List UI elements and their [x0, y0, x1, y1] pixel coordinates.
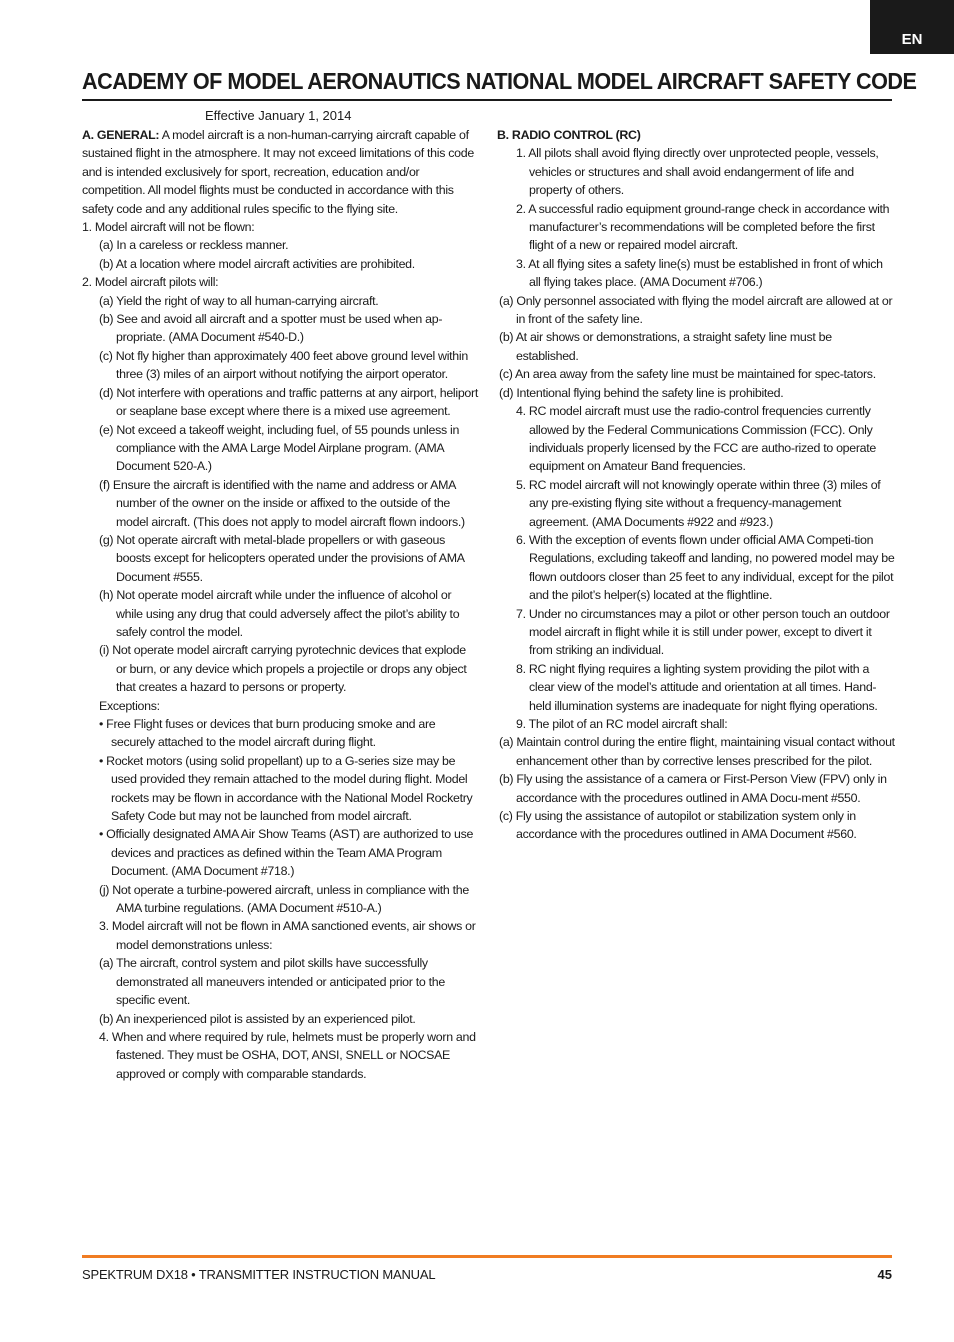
rule-2b: (b) See and avoid all aircraft and a spotter must be used when ap-propriate. (AMA Document #540-D.): [99, 312, 443, 345]
rule-1b: (b) At a location where model aircraft activities are prohibited.: [99, 256, 415, 271]
rule-2: 2. Model aircraft pilots will:: [82, 275, 219, 290]
rule-2a: (a) Yield the right of way to all human-carrying aircraft.: [99, 293, 379, 308]
rc-rule-5: 5. RC model aircraft will not knowingly operate within three (3) miles of any pre-existing flying site without a frequency-management agreement. (AMA Documents #922 and #923.): [516, 477, 881, 529]
rule-2e: (e) Not exceed a takeoff weight, including fuel, of 55 pounds unless in compliance with the AMA Large Model Airplane program. (AMA Document 520-A.): [99, 422, 460, 474]
rule-3: 3. Model aircraft will not be flown in AMA sanctioned events, air shows or model demonstrations unless:: [99, 919, 476, 952]
rc-rule-3d: (d) Intentional flying behind the safety line is prohibited.: [499, 385, 784, 400]
language-tab: [870, 0, 954, 54]
rule-2c: (c) Not fly higher than approximately 400 feet above ground level within three (3) miles of an airport without notifying the airport operator.: [99, 348, 468, 382]
page-number: 45: [877, 1267, 892, 1282]
section-a-heading: A. GENERAL:: [82, 128, 160, 142]
rc-rule-7: 7. Under no circumstances may a pilot or other person touch an outdoor model aircraft in flight while it is still under power, except to divert it from striking an individual.: [516, 606, 890, 658]
footer-manual-title: SPEKTRUM DX18 • TRANSMITTER INSTRUCTION MANUAL: [82, 1267, 436, 1282]
left-column: [82, 126, 478, 1083]
rule-1: 1. Model aircraft will not be flown:: [82, 220, 255, 235]
rc-rule-3a: (a) Only personnel associated with flying the model aircraft are allowed at or in front of the safety line.: [499, 293, 893, 327]
effective-date: Effective January 1, 2014: [205, 108, 352, 123]
section-b-heading: B. RADIO CONTROL (RC): [497, 128, 641, 142]
rc-rule-4: 4. RC model aircraft must use the radio-control frequencies currently allowed by the Federal Communications Commission (FCC). Only individuals properly licensed by the FCC are autho-rized to operate equipment on Amateur Band frequencies.: [516, 404, 876, 474]
rule-3a: (a) The aircraft, control system and pilot skills have successfully demonstrated all maneuvers intended or anticipated prior to the specific event.: [99, 956, 445, 1008]
rc-rule-9c: (c) Fly using the assistance of autopilot or stabilization system only in accordance with the procedures outlined in AMA Document #560.: [499, 809, 857, 842]
rule-1a: (a) In a careless or reckless manner.: [99, 238, 289, 253]
rc-rule-9: 9. The pilot of an RC model aircraft shall:: [516, 717, 728, 731]
rule-3b: (b) An inexperienced pilot is assisted by an experienced pilot.: [99, 1011, 416, 1026]
rule-2d: (d) Not interfere with operations and traffic patterns at any airport, heliport or seaplane base except where there is a mixed use agreement.: [99, 385, 478, 419]
section-a-general: [82, 126, 478, 218]
footer-rule: [82, 1255, 892, 1258]
title-divider: [82, 99, 892, 101]
rc-rule-1: 1. All pilots shall avoid flying directly over unprotected people, vessels, vehicles or structures and shall avoid endangerment of life and property of others.: [516, 146, 879, 198]
section-a-text: A model aircraft is a non-human-carrying aircraft capable of sustained flight in the atmosphere. It may not exceed limitations of this code and is intended exclusively for sport, recreation, education and/or competition. All model flights must be conducted in accordance with this safety code and any additional rules specific to the flying site.: [82, 128, 474, 216]
exceptions-heading: Exceptions:: [99, 698, 160, 713]
rule-2h: (h) Not operate model aircraft while under the influence of alcohol or while using any drug that could adversely affect the pilot’s ability to safely control the model.: [99, 588, 460, 639]
rc-rule-2: 2. A successful radio equipment ground-range check in accordance with manufacturer’s recommendations will be completed before the first flight of a new or repaired model aircraft.: [516, 201, 890, 253]
rc-rule-8: 8. RC night flying requires a lighting system providing the pilot with a clear view of the model’s attitude and orientation at all times. Hand-held illumination systems are inadequate for night flying operations.: [516, 661, 878, 713]
rc-rule-9a: (a) Maintain control during the entire flight, maintaining visual contact without enhancement other than by corrective lenses prescribed for the pilot.: [499, 735, 895, 768]
rule-4: 4. When and where required by rule, helmets must be properly worn and fastened. They must be OSHA, DOT, ANSI, SNELL or NOCSAE approved or comply with comparable standards.: [99, 1029, 476, 1081]
rc-rule-3c: (c) An area away from the safety line must be maintained for spec-tators.: [499, 367, 876, 382]
exception-1: • Free Flight fuses or devices that burn producing smoke and are securely attached to the model aircraft during flight.: [99, 717, 436, 750]
rule-2i: (i) Not operate model aircraft carrying pyrotechnic devices that explode or burn, or any device which propels a projectile or drops any object that creates a hazard to persons or property.: [99, 643, 467, 695]
rc-rule-6: 6. With the exception of events flown under official AMA Competi-tion Regulations, excluding takeoff and landing, no powered model may be flown outdoors closer than 25 feet to any individual, except for the pilot and the pilot’s helper(s) located at the flightline.: [516, 532, 895, 603]
rule-2f: (f) Ensure the aircraft is identified with the name and address or AMA number of the owner on the inside or affixed to the outside of the model aircraft. (This does not apply to model aircraft flown indoors.): [99, 477, 465, 529]
rc-rule-3b: (b) At air shows or demonstrations, a straight safety line must be established.: [499, 330, 832, 363]
exception-2: • Rocket motors (using solid propellant) up to a G-series size may be used provided they remain attached to the model during flight. Model rockets may be flown in accordance with the National Model Rocketry Safety Code but may not be launched from model aircraft.: [99, 753, 473, 824]
rule-2g: (g) Not operate aircraft with metal-blade propellers or with gaseous boosts except for helicopters operated under the provisions of AMA Document #555.: [99, 532, 465, 584]
rule-2j: (j) Not operate a turbine-powered aircraft, unless in compliance with the AMA turbine regulations. (AMA Document #510-A.): [99, 882, 469, 916]
rc-rule-3: 3. At all flying sites a safety line(s) must be established in front of which all flying takes place. (AMA Document #706.): [516, 256, 883, 290]
rc-rule-9b: (b) Fly using the assistance of a camera or First-Person View (FPV) only in accordance with the procedures outlined in AMA Docu-ment #550.: [499, 772, 887, 805]
language-tab-label: EN: [901, 31, 923, 48]
right-column: [497, 126, 895, 844]
exception-3: • Officially designated AMA Air Show Teams (AST) are authorized to use devices and practices as defined within the Team AMA Program Document. (AMA Document #718.): [99, 827, 474, 879]
page-title: ACADEMY OF MODEL AERONAUTICS NATIONAL MODEL AIRCRAFT SAFETY CODE: [82, 68, 917, 94]
